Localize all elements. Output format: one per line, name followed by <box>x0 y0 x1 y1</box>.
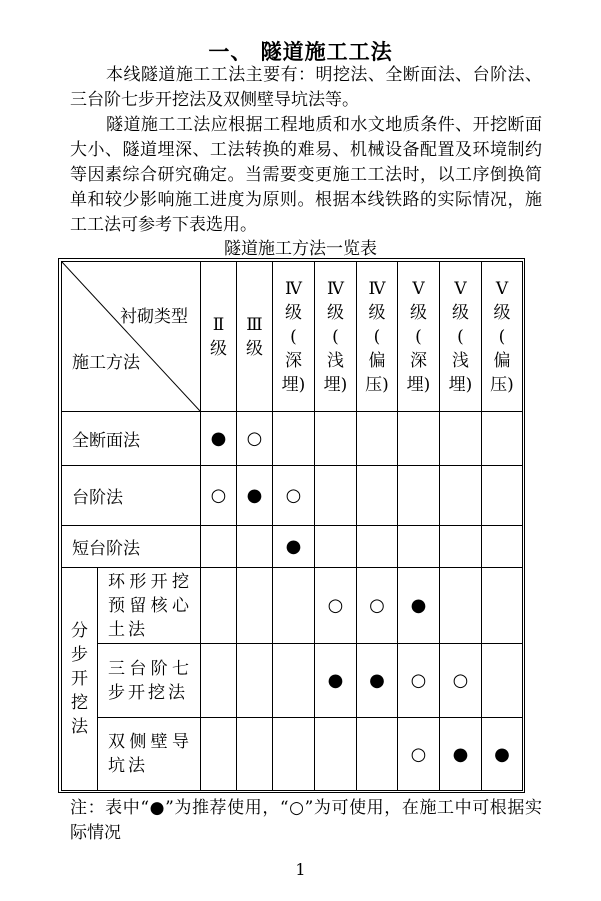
table-cell <box>482 644 523 718</box>
table-cell <box>398 526 440 568</box>
table-cell <box>398 412 440 466</box>
table-cell: ○ <box>357 568 398 644</box>
intro-paragraph: 本线隧道施工工法主要有：明挖法、全断面法、台阶法、三台阶七步开挖法及双侧壁导坑法等。 <box>70 65 542 110</box>
column-header: Ⅴ 级 ( 偏 压) <box>482 262 523 412</box>
table-cell <box>273 718 315 791</box>
table-cell: ○ <box>315 568 357 644</box>
table-cell <box>357 466 398 526</box>
table-cell: ○ <box>440 644 482 718</box>
table-cell <box>440 412 482 466</box>
column-header: Ⅳ 级 ( 偏 压) <box>357 262 398 412</box>
column-header: Ⅳ 级 ( 深 埋) <box>273 262 315 412</box>
construction-method-table <box>58 258 525 793</box>
table-row <box>62 568 523 644</box>
table-cell <box>315 412 357 466</box>
table-cell: ● <box>440 718 482 791</box>
page-number: 1 <box>295 860 306 879</box>
diagonal-line <box>62 262 200 411</box>
row-label: 全断面法 <box>62 412 201 466</box>
method-paragraph: 隧道施工工法应根据工程地质和水文地质条件、开挖断面大小、隧道埋深、工法转换的难易、机械设备配置及环境制约等因素综合研究确定。当需要变更施工工法时，以工序倒换简单和较少影响施工进度为原则。根据本线铁路的实际情况，施工工法可参考下表选用。 <box>70 115 542 235</box>
table-cell <box>273 644 315 718</box>
table-cell: ● <box>273 526 315 568</box>
lining-type-label: 衬砌类型 <box>120 307 188 327</box>
table-cell <box>315 466 357 526</box>
table-cell <box>201 718 237 791</box>
row-label: 双侧壁导坑法 <box>98 718 201 791</box>
column-header: Ⅴ 级 ( 浅 埋) <box>440 262 482 412</box>
table-note: 注：表中“●”为推荐使用，“○”为可使用，在施工中可根据实际情况 <box>70 798 542 843</box>
table-cell <box>201 526 237 568</box>
table-cell <box>482 526 523 568</box>
table-grid <box>61 261 523 791</box>
table-cell <box>237 526 273 568</box>
row-label: 短台阶法 <box>62 526 201 568</box>
diagonal-header-cell <box>62 262 201 412</box>
table-cell: ○ <box>273 466 315 526</box>
table-cell <box>440 526 482 568</box>
table-cell <box>201 644 237 718</box>
table-cell <box>201 568 237 644</box>
construction-method-label: 施工方法 <box>72 353 140 373</box>
table-cell: ● <box>482 718 523 791</box>
row-label: 台阶法 <box>62 466 201 526</box>
table-cell <box>273 568 315 644</box>
table-cell: ○ <box>398 644 440 718</box>
row-label: 环形开挖预留核心土法 <box>98 568 201 644</box>
table-cell: ○ <box>398 718 440 791</box>
table-cell: ○ <box>201 466 237 526</box>
table-cell <box>482 466 523 526</box>
table-caption: 隧道施工方法一览表 <box>224 239 377 259</box>
column-header: Ⅱ 级 <box>201 262 237 412</box>
table-cell <box>440 568 482 644</box>
table-row <box>62 644 523 718</box>
table-cell: ● <box>315 644 357 718</box>
table-cell <box>315 718 357 791</box>
column-header: Ⅴ 级 ( 深 埋) <box>398 262 440 412</box>
table-row <box>62 466 523 526</box>
table-row <box>62 526 523 568</box>
table-cell: ● <box>357 644 398 718</box>
table-cell <box>273 412 315 466</box>
table-cell <box>237 568 273 644</box>
column-header: Ⅳ 级 ( 浅 埋) <box>315 262 357 412</box>
section-title: 一、 隧道施工工法 <box>208 39 393 64</box>
table-cell <box>482 568 523 644</box>
table-cell <box>237 718 273 791</box>
group-label: 分 步 开 挖 法 <box>62 568 98 791</box>
table-cell <box>398 466 440 526</box>
table-row <box>62 412 523 466</box>
table-row <box>62 718 523 791</box>
table-cell: ● <box>398 568 440 644</box>
header-row <box>62 262 523 412</box>
table-cell <box>237 644 273 718</box>
column-header: Ⅲ 级 <box>237 262 273 412</box>
table-cell <box>357 718 398 791</box>
row-label: 三台阶七步开挖法 <box>98 644 201 718</box>
table-cell: ● <box>201 412 237 466</box>
table-cell <box>315 526 357 568</box>
table-cell <box>440 466 482 526</box>
table-cell <box>357 412 398 466</box>
table-cell: ● <box>237 466 273 526</box>
table-cell: ○ <box>237 412 273 466</box>
table-cell <box>482 412 523 466</box>
table-cell <box>357 526 398 568</box>
